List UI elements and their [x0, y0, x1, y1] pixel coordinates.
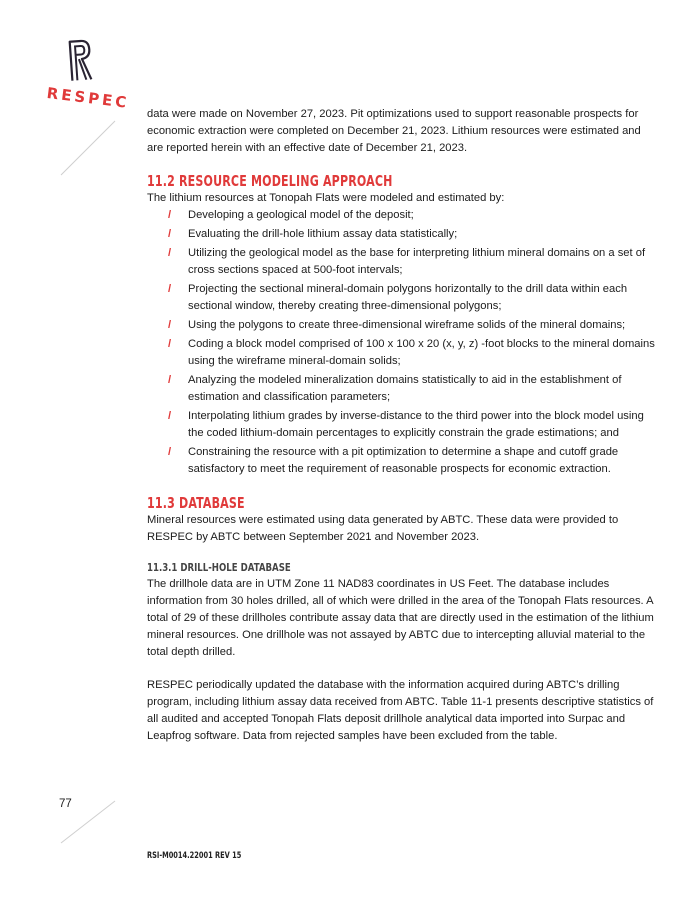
heading-11-3-1: 11.3.1 DRILL-HOLE DATABASE: [147, 561, 291, 574]
respec-logo: [45, 38, 131, 118]
drillhole-paragraph-1: The drillhole data are in UTM Zone 11 NAD83 coordinates in US Feet. The database includes information from 30 holes drilled, all of which were drilled in the area of the Tonopah Flats resources. A total of 29 of these drillholes contribute assay data that are directly used in the estimation of the lithium mineral resources. One drillhole was not assayed by ABTC due to intercepting alluvial material to the total depth drilled.: [147, 578, 654, 658]
list-item: / Developing a geological model of the deposit;: [168, 209, 414, 221]
page-number: 77: [59, 798, 72, 810]
drillhole-paragraph-2: RESPEC periodically updated the database with the information acquired during ABTC’s drilling program, including lithium assay data received from ABTC. Table 11-1 presents descriptive statistics of all audited and accepted Tonopah Flats deposit drillhole analytical data imported into Surpac and Leapfrog software. Data from rejected samples have been excluded from the table.: [147, 679, 654, 742]
intro-paragraph: data were made on November 27, 2023. Pit optimizations used to support reasonable prospects for economic extraction were completed on December 21, 2023. Lithium resources were estimated and are reported herein with an effective date of December 21, 2023.: [147, 108, 641, 154]
section-11-2-lead: The lithium resources at Tonopah Flats were modeled and estimated by:: [147, 192, 505, 204]
list-item: / Evaluating the drill-hole lithium assay data statistically;: [168, 228, 458, 240]
respec-r-mark-icon: [68, 38, 94, 82]
list-item: / Utilizing the geological model as the base for interpreting lithium mineral domains on a set of cross sections spaced at 500-foot intervals;: [168, 247, 646, 276]
respec-logo-text: RESPEC: [45, 84, 131, 112]
list-item: / Interpolating lithium grades by inverse-distance to the third power into the block model using the coded lithium-domain percentages to explicitly constrain the grade estimations; and: [168, 410, 644, 439]
list-item: / Constraining the resource with a pit optimization to determine a shape and cutoff grade satisfactory to meet the requirement of reasonable prospects for economic extraction.: [168, 446, 619, 475]
list-item: / Analyzing the modeled mineralization domains statistically to aid in the establishment of estimation and classification parameters;: [168, 374, 622, 403]
page-content: [147, 106, 657, 745]
heading-11-3: 11.3 DATABASE: [147, 494, 245, 512]
modeling-steps-list: [147, 207, 657, 478]
list-item: / Using the polygons to create three-dimensional wireframe solids of the mineral domains;: [168, 319, 626, 331]
section-11-3-paragraph: Mineral resources were estimated using data generated by ABTC. These data were provided to RESPEC by ABTC between September 2021 and November 2023.: [147, 514, 619, 543]
list-item: / Projecting the sectional mineral-domain polygons horizontally to the drill data within each sectional window, thereby creating three-dimensional polygons;: [168, 283, 628, 312]
document-footer-code: RSI-M0014.22001 REV 15: [147, 851, 242, 861]
heading-11-2: 11.2 RESOURCE MODELING APPROACH: [147, 172, 393, 190]
list-item: / Coding a block model comprised of 100 x 100 x 20 (x, y, z) -foot blocks to the mineral domains using the wireframe mineral-domain solids;: [168, 338, 655, 367]
decorative-diagonal-top: [60, 120, 116, 176]
